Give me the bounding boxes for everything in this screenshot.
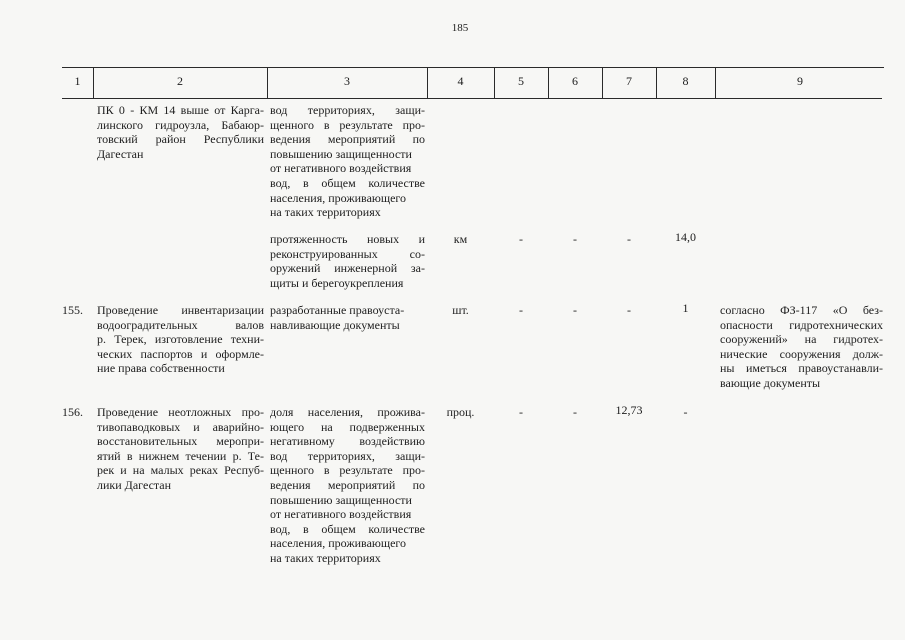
row-cont-b-col8: 14,0 [675,230,696,244]
row-cont-b-col6: - [573,232,577,246]
row-156-col6: - [573,405,577,419]
row-156-col8: - [683,405,688,419]
header-col-2: 2 [177,74,183,88]
row-155-unit: шт. [452,303,469,317]
row-cont-b-unit: км [453,232,468,246]
row-155-name: Проведение инвентаризации водооградительных валов р. Терек, изготовление техни- ческих паспортов и оформле- ние права собственности [97,303,264,376]
header-col-4: 4 [457,74,464,88]
row-155-indicator: разработанные правоуста- навливающие документы [270,303,405,332]
row-155-col7: - [627,303,631,317]
row-cont-b-col7: - [627,232,631,246]
row-156-name: Проведение неотложных про- тивопаводковых и аварийно- восстановительных меропри- ятий в нижнем течении р. Те- рек и на малых реках Респуб- лики Дагестан [97,405,264,492]
row-156-number: 156. [62,405,83,419]
row-cont-indicator: вод территориях, защи- щенного в результате про- ведения мероприятий по повышению защищенности от негативного воздействия вод, в общем количестве населения, проживающего на таких территориях [270,103,425,220]
header-col-5: 5 [518,74,524,88]
row-155-col5: - [519,303,523,317]
row-cont-name: ПК 0 - КМ 14 выше от Карга- линского гидроузла, Бабаюр- товский район Республики Дагестан [97,103,264,161]
row-cont-b-indicator: протяженность новых и реконструированных со- оружений инженерной за- щиты и берегоукрепления [270,232,425,290]
row-156-col5: - [519,405,523,419]
header-top-rule [62,67,884,68]
row-156-unit: проц. [446,405,475,419]
row-156-indicator: доля населения, прожива- ющего на подверженных негативному воздействию вод территориях, защи- щенного в результате про- ведения мероприятий по повышению защищенности от негативного воздействия вод, в общем количестве населения, проживающего на таких территориях [270,405,425,565]
row-155-note: согласно ФЗ-117 «О без- опасности гидротехнических сооружений» на гидротех- нические сооружения долж- ны иметься правоустанавли- вающие документы [720,303,883,390]
page-number: 185 [451,22,469,34]
header-col-7: 7 [626,74,632,88]
header-col-3: 3 [344,74,350,88]
row-155-number: 155. [62,303,83,317]
row-155-col8: 1 [682,301,689,315]
row-156-col7: 12,73 [615,403,643,417]
header-col-6: 6 [572,74,578,88]
header-bottom-rule [62,98,882,99]
header-col-9: 9 [797,74,803,88]
header-col-8: 8 [682,74,689,88]
row-cont-b-col5: - [519,232,523,246]
header-col-1: 1 [74,74,81,88]
row-155-col6: - [573,303,577,317]
